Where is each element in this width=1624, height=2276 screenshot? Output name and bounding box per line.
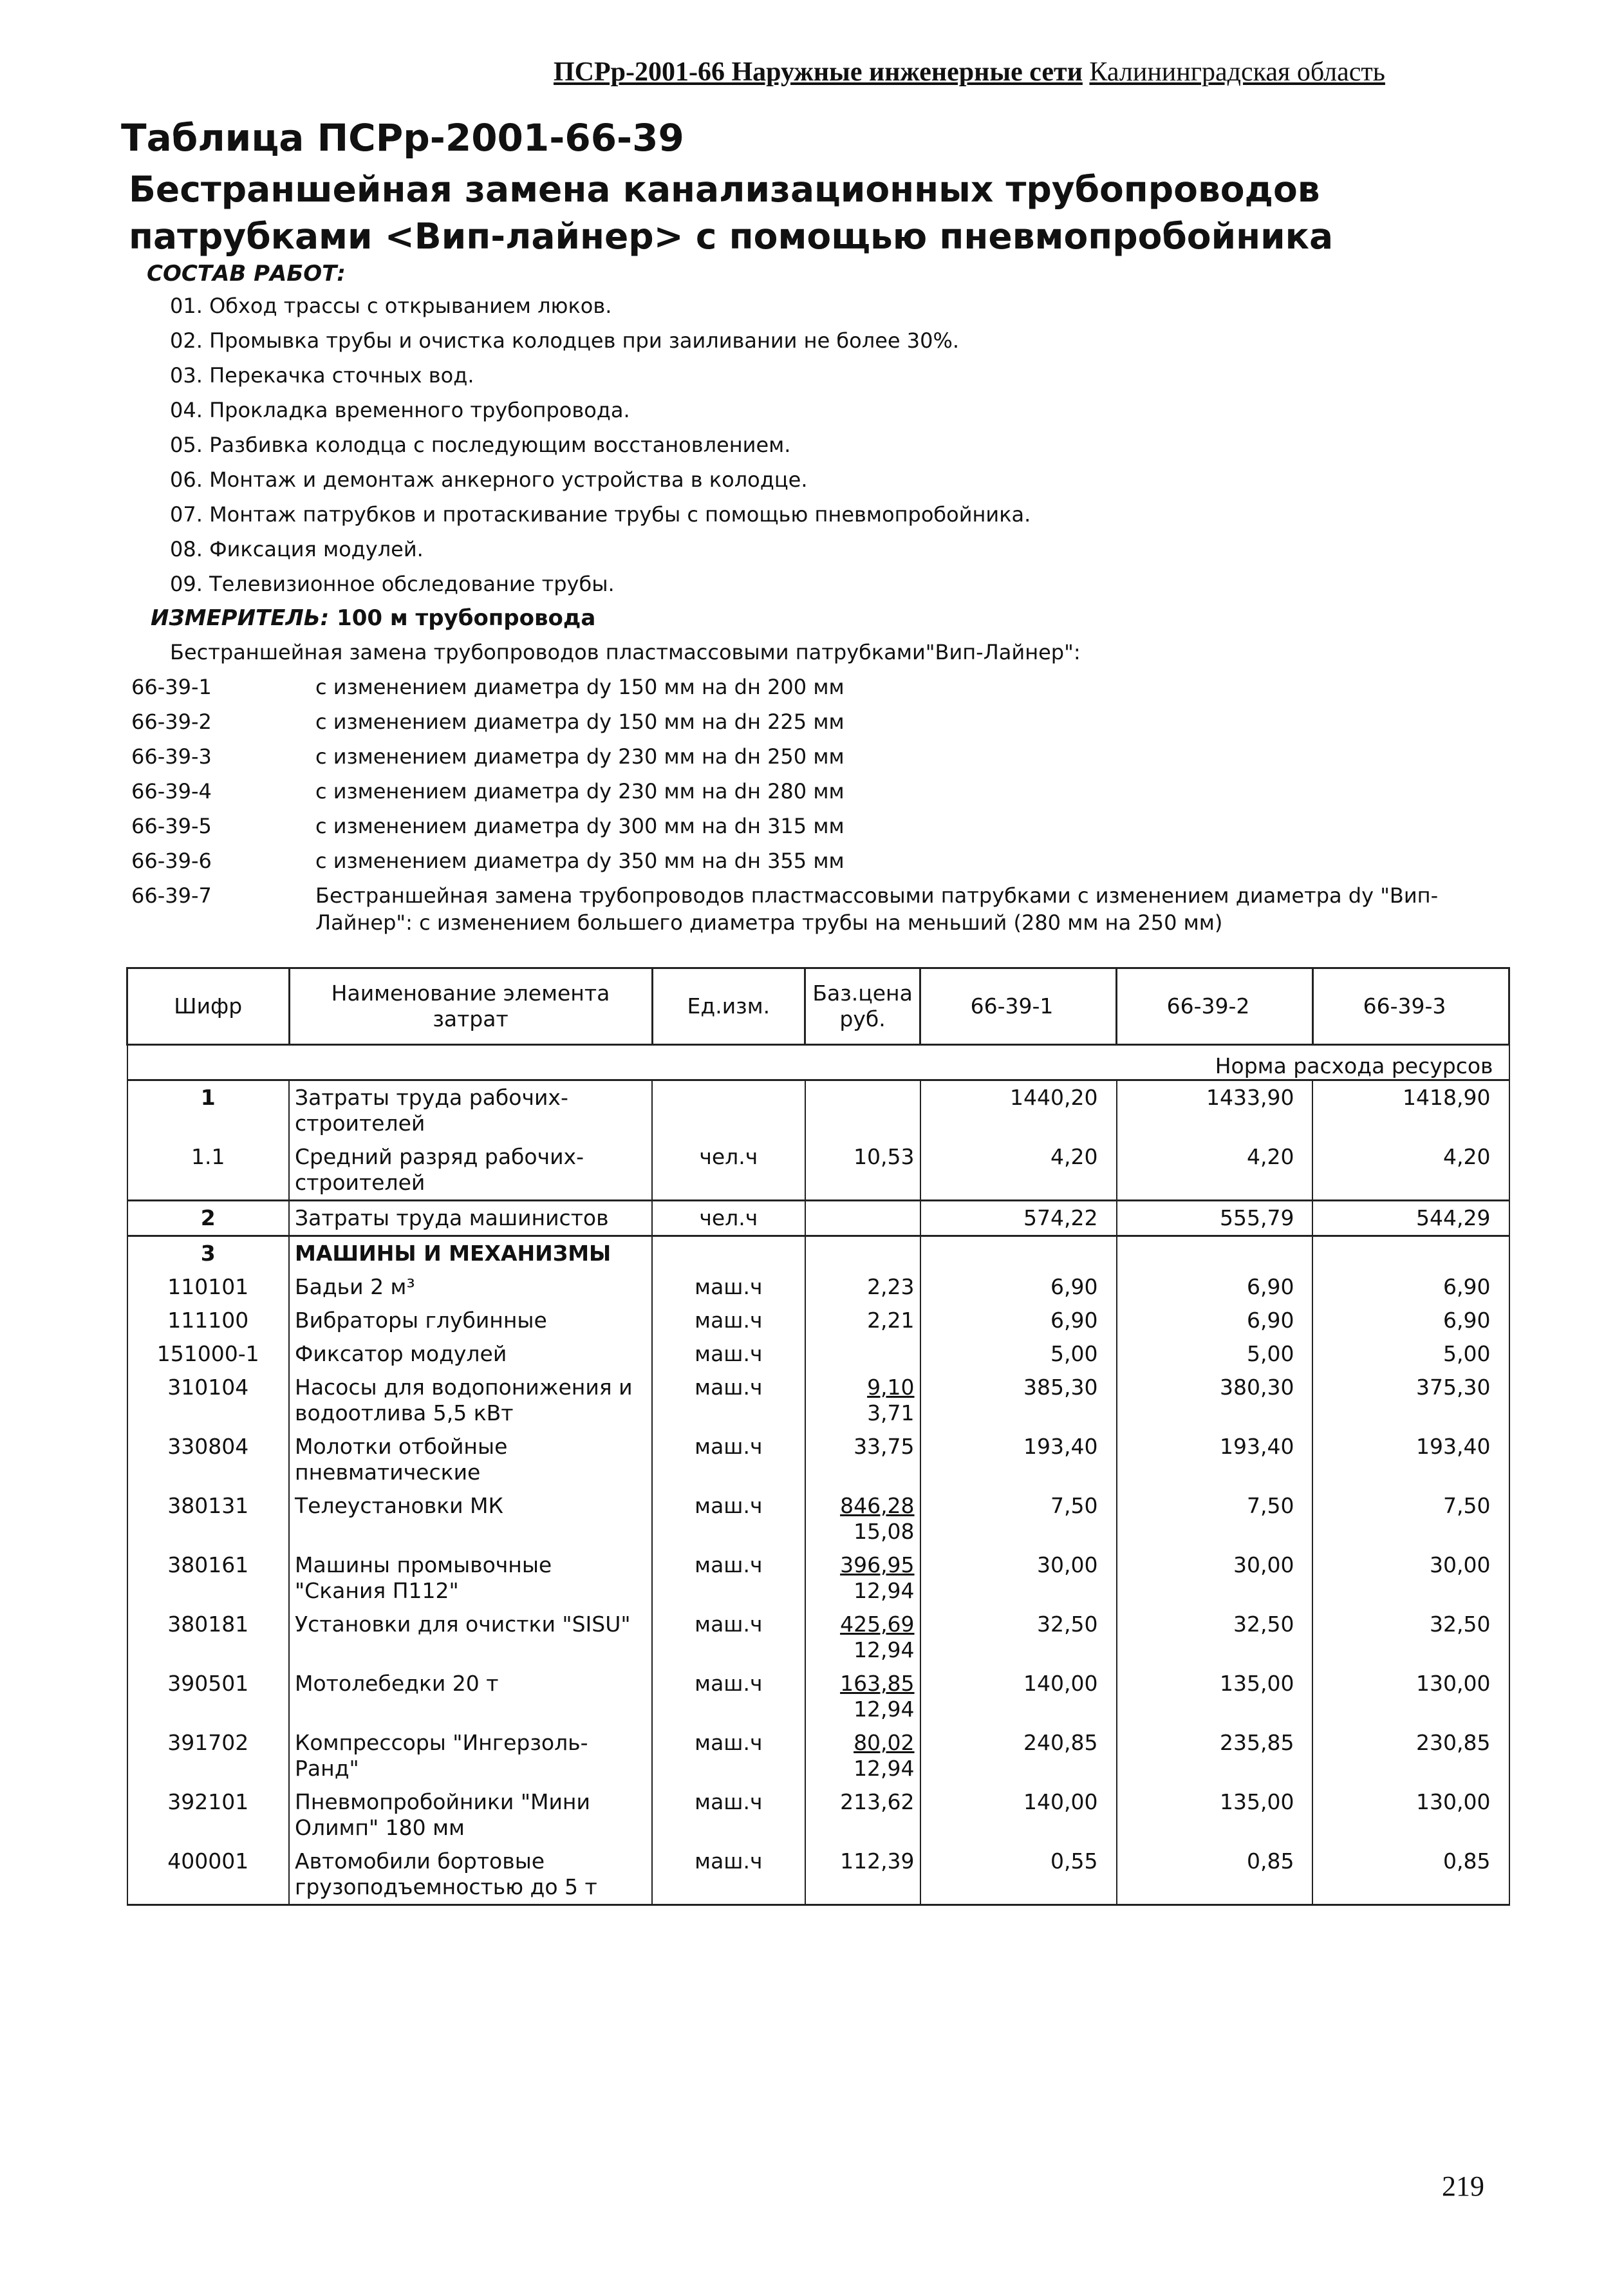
work-item: 01. Обход трассы с открыванием люков. bbox=[170, 294, 612, 318]
row-price bbox=[805, 1140, 920, 1201]
code-id: 66-39-6 bbox=[131, 849, 212, 873]
row-value-66-39-1: 1440,20 bbox=[920, 1080, 1117, 1141]
norm-label: Норма расхода ресурсов bbox=[127, 1045, 1509, 1080]
row-value-66-39-2: 30,00 bbox=[1117, 1548, 1313, 1608]
row-value-66-39-3: 544,29 bbox=[1312, 1201, 1509, 1236]
col-header-price: Баз.цена руб. bbox=[805, 968, 920, 1045]
row-value-66-39-3: 130,00 bbox=[1312, 1667, 1509, 1726]
work-item: 02. Промывка трубы и очистка колодцев при заиливании не более 30%. bbox=[170, 328, 960, 353]
row-unit: маш.ч bbox=[652, 1726, 805, 1785]
price-value: 396,95 bbox=[840, 1552, 915, 1577]
code-row bbox=[131, 849, 212, 873]
row-value-66-39-2: 193,40 bbox=[1117, 1430, 1313, 1489]
price-secondary: 12,94 bbox=[854, 1697, 915, 1722]
row-value-66-39-3: 0,85 bbox=[1312, 1845, 1509, 1905]
row-value-66-39-2: 135,00 bbox=[1117, 1785, 1313, 1845]
price-value: 846,28 bbox=[840, 1493, 915, 1518]
price-value: 213,62 bbox=[840, 1789, 915, 1814]
row-name: Компрессоры "Ингерзоль-Ранд" bbox=[289, 1726, 652, 1785]
col-header-code: Шифр bbox=[127, 968, 290, 1045]
running-header bbox=[554, 57, 1506, 88]
row-name: Мотолебедки 20 т bbox=[289, 1667, 652, 1726]
row-value-66-39-2: 555,79 bbox=[1117, 1201, 1313, 1236]
row-value-66-39-2: 6,90 bbox=[1117, 1304, 1313, 1337]
table-row bbox=[127, 1667, 1509, 1726]
table-body bbox=[127, 1080, 1509, 1905]
row-code: 151000-1 bbox=[127, 1337, 290, 1371]
work-label: СОСТАВ РАБОТ: bbox=[147, 261, 346, 287]
row-unit: чел.ч bbox=[652, 1201, 805, 1236]
price-value: 2,21 bbox=[867, 1308, 915, 1333]
row-unit: маш.ч bbox=[652, 1785, 805, 1845]
row-value-66-39-2 bbox=[1117, 1236, 1313, 1271]
row-price bbox=[805, 1270, 920, 1304]
row-unit: маш.ч bbox=[652, 1270, 805, 1304]
row-name: Затраты труда рабочих-строителей bbox=[289, 1080, 652, 1141]
row-code: 392101 bbox=[127, 1785, 290, 1845]
table-row bbox=[127, 1726, 1509, 1785]
price-value: 2,23 bbox=[867, 1274, 915, 1299]
code-desc: Бестраншейная замена трубопроводов пластмассовыми патрубками с изменением диаметра dy "Вип- bbox=[315, 883, 1439, 908]
work-item: 08. Фиксация модулей. bbox=[170, 537, 424, 561]
row-value-66-39-1: 5,00 bbox=[920, 1337, 1117, 1371]
row-value-66-39-3: 6,90 bbox=[1312, 1270, 1509, 1304]
row-unit: маш.ч bbox=[652, 1845, 805, 1905]
row-value-66-39-2: 0,85 bbox=[1117, 1845, 1313, 1905]
measure-line bbox=[151, 605, 595, 631]
row-code: 390501 bbox=[127, 1667, 290, 1726]
row-value-66-39-3: 32,50 bbox=[1312, 1608, 1509, 1667]
row-code: 110101 bbox=[127, 1270, 290, 1304]
row-price bbox=[805, 1430, 920, 1489]
price-value: 9,10 bbox=[867, 1375, 915, 1400]
price-secondary: 12,94 bbox=[854, 1756, 915, 1781]
row-name: Телеустановки МК bbox=[289, 1489, 652, 1548]
col-header-unit: Ед.изм. bbox=[652, 968, 805, 1045]
row-code: 380131 bbox=[127, 1489, 290, 1548]
row-name: Бадьи 2 м³ bbox=[289, 1270, 652, 1304]
code-row bbox=[131, 883, 212, 908]
code-id: 66-39-3 bbox=[131, 744, 212, 769]
code-desc: с изменением диаметра dy 300 мм на dн 315 мм bbox=[315, 814, 845, 838]
work-item: 06. Монтаж и демонтаж анкерного устройства в колодце. bbox=[170, 467, 808, 492]
price-value: 112,39 bbox=[840, 1848, 915, 1874]
table-row bbox=[127, 1270, 1509, 1304]
code-desc-cont: Лайнер": с изменением большего диаметра трубы на меньший (280 мм на 250 мм) bbox=[315, 910, 1223, 935]
table-row bbox=[127, 1080, 1509, 1141]
row-unit: маш.ч bbox=[652, 1371, 805, 1430]
row-name: Установки для очистки "SISU" bbox=[289, 1608, 652, 1667]
table-subtitle: Бестраншейная замена канализационных трубопроводов патрубками <Вип-лайнер> с помощью пневмопробойника bbox=[129, 169, 1334, 257]
code-desc: с изменением диаметра dy 230 мм на dн 280 мм bbox=[315, 779, 845, 804]
code-desc: с изменением диаметра dy 350 мм на dн 355 мм bbox=[315, 849, 845, 873]
row-unit bbox=[652, 1080, 805, 1141]
row-price bbox=[805, 1608, 920, 1667]
row-code: 400001 bbox=[127, 1845, 290, 1905]
row-code: 310104 bbox=[127, 1371, 290, 1430]
row-code: 380161 bbox=[127, 1548, 290, 1608]
row-value-66-39-1: 574,22 bbox=[920, 1201, 1117, 1236]
row-name: Средний разряд рабочих-строителей bbox=[289, 1140, 652, 1201]
row-price bbox=[805, 1201, 920, 1236]
code-row bbox=[131, 744, 212, 769]
row-price bbox=[805, 1489, 920, 1548]
row-value-66-39-3: 1418,90 bbox=[1312, 1080, 1509, 1141]
code-desc: с изменением диаметра dy 150 мм на dн 225 мм bbox=[315, 710, 845, 734]
table-row bbox=[127, 1304, 1509, 1337]
row-price bbox=[805, 1236, 920, 1271]
price-value: 10,53 bbox=[854, 1144, 915, 1169]
row-name: Молотки отбойные пневматические bbox=[289, 1430, 652, 1489]
row-value-66-39-1: 385,30 bbox=[920, 1371, 1117, 1430]
code-id: 66-39-1 bbox=[131, 675, 212, 699]
row-value-66-39-2: 235,85 bbox=[1117, 1726, 1313, 1785]
row-code: 2 bbox=[127, 1201, 290, 1236]
row-value-66-39-3: 6,90 bbox=[1312, 1304, 1509, 1337]
table-row bbox=[127, 1430, 1509, 1489]
row-value-66-39-2: 1433,90 bbox=[1117, 1080, 1313, 1141]
row-name: Пневмопробойники "Мини Олимп" 180 мм bbox=[289, 1785, 652, 1845]
row-value-66-39-2: 32,50 bbox=[1117, 1608, 1313, 1667]
row-name: МАШИНЫ И МЕХАНИЗМЫ bbox=[289, 1236, 652, 1271]
row-unit: чел.ч bbox=[652, 1140, 805, 1201]
price-secondary: 3,71 bbox=[867, 1400, 915, 1425]
row-price bbox=[805, 1371, 920, 1430]
row-value-66-39-1: 30,00 bbox=[920, 1548, 1117, 1608]
row-unit: маш.ч bbox=[652, 1667, 805, 1726]
row-value-66-39-2: 7,50 bbox=[1117, 1489, 1313, 1548]
row-price bbox=[805, 1785, 920, 1845]
row-value-66-39-1: 240,85 bbox=[920, 1726, 1117, 1785]
code-id: 66-39-7 bbox=[131, 883, 212, 908]
row-value-66-39-1: 6,90 bbox=[920, 1304, 1117, 1337]
row-value-66-39-2: 6,90 bbox=[1117, 1270, 1313, 1304]
measure-label: ИЗМЕРИТЕЛЬ: bbox=[151, 605, 330, 631]
row-unit: маш.ч bbox=[652, 1430, 805, 1489]
table-row bbox=[127, 1489, 1509, 1548]
code-row bbox=[131, 675, 212, 699]
row-name: Затраты труда машинистов bbox=[289, 1201, 652, 1236]
header-code: ПСРр-2001-66 Наружные инженерные сети bbox=[554, 57, 1083, 87]
row-price bbox=[805, 1845, 920, 1905]
intro-text: Бестраншейная замена трубопроводов пластмассовыми патрубками"Вип-Лайнер": bbox=[170, 640, 1081, 664]
page-number: 219 bbox=[1442, 2170, 1484, 2202]
resource-table bbox=[126, 967, 1510, 1906]
row-price bbox=[805, 1304, 920, 1337]
row-price bbox=[805, 1548, 920, 1608]
row-value-66-39-1: 6,90 bbox=[920, 1270, 1117, 1304]
row-value-66-39-1: 0,55 bbox=[920, 1845, 1117, 1905]
row-code: 330804 bbox=[127, 1430, 290, 1489]
code-row bbox=[131, 710, 212, 734]
row-value-66-39-3: 193,40 bbox=[1312, 1430, 1509, 1489]
price-secondary: 12,94 bbox=[854, 1578, 915, 1603]
row-value-66-39-3: 30,00 bbox=[1312, 1548, 1509, 1608]
table-row bbox=[127, 1201, 1509, 1236]
col-header-66-39-2: 66-39-2 bbox=[1117, 968, 1313, 1045]
col-header-66-39-1: 66-39-1 bbox=[920, 968, 1117, 1045]
row-value-66-39-3 bbox=[1312, 1236, 1509, 1271]
row-value-66-39-3: 4,20 bbox=[1312, 1140, 1509, 1201]
row-code: 391702 bbox=[127, 1726, 290, 1785]
price-value: 33,75 bbox=[854, 1434, 915, 1459]
row-value-66-39-1: 140,00 bbox=[920, 1785, 1117, 1845]
row-unit: маш.ч bbox=[652, 1337, 805, 1371]
row-value-66-39-3: 7,50 bbox=[1312, 1489, 1509, 1548]
table-row bbox=[127, 1548, 1509, 1608]
row-name: Фиксатор модулей bbox=[289, 1337, 652, 1371]
price-secondary: 15,08 bbox=[854, 1519, 915, 1544]
work-item: 09. Телевизионное обследование трубы. bbox=[170, 572, 615, 596]
work-item: 04. Прокладка временного трубопровода. bbox=[170, 398, 630, 422]
row-unit: маш.ч bbox=[652, 1608, 805, 1667]
row-value-66-39-1: 32,50 bbox=[920, 1608, 1117, 1667]
code-row bbox=[131, 814, 212, 838]
code-row bbox=[131, 779, 212, 804]
row-name: Автомобили бортовые грузоподъемностью до 5 т bbox=[289, 1845, 652, 1905]
table-row bbox=[127, 1608, 1509, 1667]
table-row bbox=[127, 1845, 1509, 1905]
row-value-66-39-2: 4,20 bbox=[1117, 1140, 1313, 1201]
table-row bbox=[127, 1140, 1509, 1201]
row-value-66-39-1: 140,00 bbox=[920, 1667, 1117, 1726]
row-name: Насосы для водопонижения и водоотлива 5,5 кВт bbox=[289, 1371, 652, 1430]
price-secondary: 12,94 bbox=[854, 1637, 915, 1662]
row-code: 1.1 bbox=[127, 1140, 290, 1201]
row-value-66-39-1: 4,20 bbox=[920, 1140, 1117, 1201]
code-id: 66-39-4 bbox=[131, 779, 212, 804]
col-header-66-39-3: 66-39-3 bbox=[1312, 968, 1509, 1045]
work-item: 05. Разбивка колодца с последующим восстановлением. bbox=[170, 433, 791, 457]
row-name: Вибраторы глубинные bbox=[289, 1304, 652, 1337]
row-price bbox=[805, 1080, 920, 1141]
row-value-66-39-2: 135,00 bbox=[1117, 1667, 1313, 1726]
row-name: Машины промывочные "Скания П112" bbox=[289, 1548, 652, 1608]
row-value-66-39-1 bbox=[920, 1236, 1117, 1271]
measure-value: 100 м трубопровода bbox=[337, 605, 596, 631]
work-item: 03. Перекачка сточных вод. bbox=[170, 363, 474, 388]
row-code: 111100 bbox=[127, 1304, 290, 1337]
code-id: 66-39-2 bbox=[131, 710, 212, 734]
col-header-name: Наименование элемента затрат bbox=[289, 968, 652, 1045]
norm-row bbox=[127, 1045, 1509, 1080]
table-row bbox=[127, 1236, 1509, 1271]
row-value-66-39-3: 5,00 bbox=[1312, 1337, 1509, 1371]
row-unit: маш.ч bbox=[652, 1304, 805, 1337]
row-value-66-39-2: 380,30 bbox=[1117, 1371, 1313, 1430]
header-region: Калининградская область bbox=[1089, 57, 1385, 87]
row-value-66-39-1: 7,50 bbox=[920, 1489, 1117, 1548]
price-value: 425,69 bbox=[840, 1612, 915, 1637]
row-code: 380181 bbox=[127, 1608, 290, 1667]
price-value: 163,85 bbox=[840, 1671, 915, 1696]
row-value-66-39-1: 193,40 bbox=[920, 1430, 1117, 1489]
row-unit: маш.ч bbox=[652, 1489, 805, 1548]
work-item: 07. Монтаж патрубков и протаскивание трубы с помощью пневмопробойника. bbox=[170, 502, 1031, 527]
row-unit: маш.ч bbox=[652, 1548, 805, 1608]
row-value-66-39-2: 5,00 bbox=[1117, 1337, 1313, 1371]
code-desc: с изменением диаметра dy 150 мм на dн 200 мм bbox=[315, 675, 845, 699]
price-value: 80,02 bbox=[854, 1730, 915, 1755]
table-row bbox=[127, 1371, 1509, 1430]
row-code: 1 bbox=[127, 1080, 290, 1141]
row-value-66-39-3: 230,85 bbox=[1312, 1726, 1509, 1785]
code-id: 66-39-5 bbox=[131, 814, 212, 838]
table-title: Таблица ПСРр-2001-66-39 bbox=[121, 116, 684, 160]
table-row bbox=[127, 1337, 1509, 1371]
code-desc: с изменением диаметра dy 230 мм на dн 250 мм bbox=[315, 744, 845, 769]
row-price bbox=[805, 1337, 920, 1371]
row-price bbox=[805, 1667, 920, 1726]
table-header-row bbox=[127, 968, 1509, 1045]
table-row bbox=[127, 1785, 1509, 1845]
row-code: 3 bbox=[127, 1236, 290, 1271]
row-value-66-39-3: 375,30 bbox=[1312, 1371, 1509, 1430]
row-price bbox=[805, 1726, 920, 1785]
row-unit bbox=[652, 1236, 805, 1271]
row-value-66-39-3: 130,00 bbox=[1312, 1785, 1509, 1845]
